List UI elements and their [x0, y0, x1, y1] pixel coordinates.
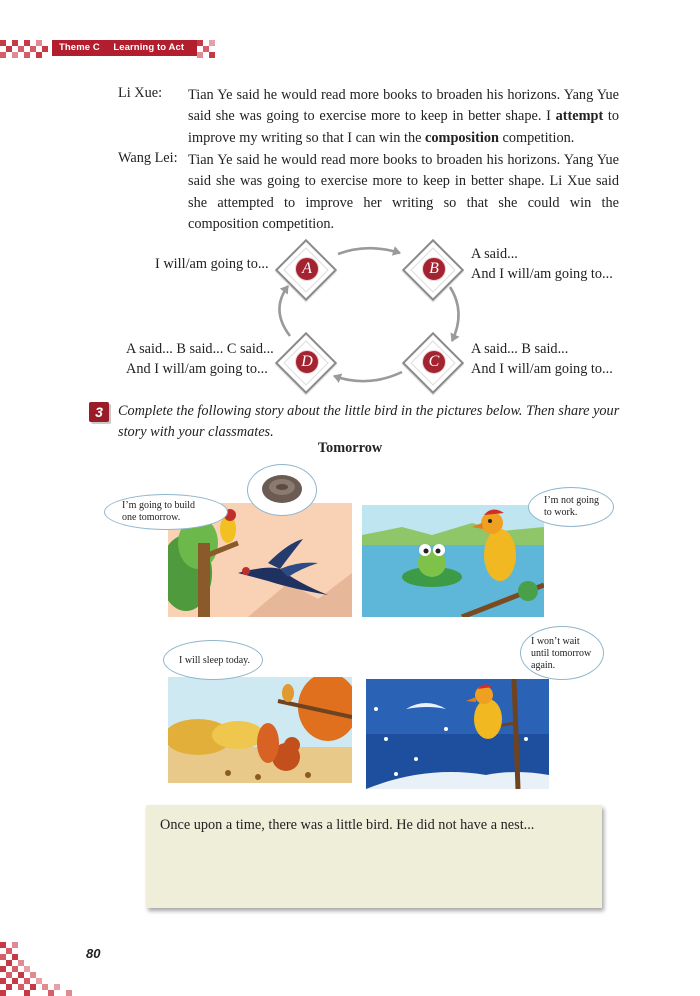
header-theme: Theme C	[59, 42, 100, 53]
bubble-1-line-2: one tomorrow.	[122, 512, 181, 523]
frog-scene-illustration	[362, 505, 544, 617]
arrow-d-to-a	[279, 286, 290, 336]
picture-squirrel	[168, 677, 352, 783]
exercise-number: 3	[89, 402, 109, 422]
arrow-a-to-b	[338, 248, 400, 254]
node-letter-d: D	[295, 350, 319, 374]
story-start-text: Once upon a time, there was a little bird. He did not have a nest...	[160, 817, 535, 833]
node-c-label-1: A said... B said...	[471, 341, 569, 357]
node-c-label-2: And I will/am going to...	[471, 361, 613, 377]
bubble-2-line-1: I’m not going	[544, 495, 599, 506]
bubble-4-line-3: again.	[531, 660, 556, 671]
exercise-instruction: Complete the following story about the little bird in the pictures below. Then share your story with your classmates.	[118, 403, 620, 440]
li-xue-paragraph: Tian Ye said he would read more books to broaden his horizons. Yang Yue said she was going to exercise more to keep in better shape. I attempt to improve my writing so that I can win the composition competition.	[188, 87, 619, 146]
node-d-label-2: And I will/am going to...	[126, 361, 268, 377]
picture-frog	[362, 505, 544, 617]
squirrel-scene-illustration	[168, 677, 352, 783]
node-letter-c: C	[422, 350, 446, 374]
node-d-label-1: A said... B said... C said...	[126, 341, 274, 357]
arrow-b-to-c	[450, 287, 459, 341]
story-answer-box[interactable]	[146, 805, 602, 908]
speech-bubble-2	[528, 487, 614, 527]
node-letter-a: A	[295, 257, 319, 281]
bubble-2-line-2: to work.	[544, 507, 578, 518]
bubble-4-line-1: I won’t wait	[531, 636, 580, 647]
winter-scene-illustration	[366, 679, 549, 789]
bubble-3-line-1: I will sleep today.	[179, 655, 251, 666]
picture-winter	[366, 679, 549, 789]
node-b-label-1: A said...	[471, 246, 518, 262]
bubble-1-line-1: I’m going to build	[122, 500, 196, 511]
speaker-wang-lei: Wang Lei:	[118, 150, 178, 166]
speaker-li-xue: Li Xue:	[118, 85, 163, 101]
wang-lei-paragraph: Tian Ye said he would read more books to broaden his horizons. Yang Yue said she was going to exercise more to keep in better shape. Li Xue said she attempted to improve her writing so that she could win the composition competition.	[188, 152, 619, 233]
speech-bubble-3	[163, 640, 263, 680]
bubble-4-line-2: until tomorrow	[531, 648, 592, 659]
header-title: Learning to Act	[113, 42, 185, 53]
arrow-c-to-d	[334, 372, 402, 381]
node-a-label: I will/am going to...	[155, 256, 269, 272]
page-number: 80	[86, 946, 101, 961]
nest-icon	[248, 465, 314, 513]
cycle-arrows	[0, 0, 700, 400]
speech-bubble-4	[520, 626, 604, 680]
thought-bubble-nest	[247, 464, 317, 516]
node-letter-b: B	[422, 257, 446, 281]
node-b-label-2: And I will/am going to...	[471, 266, 613, 282]
speech-bubble-1	[104, 494, 228, 530]
story-title: Tomorrow	[317, 440, 383, 456]
